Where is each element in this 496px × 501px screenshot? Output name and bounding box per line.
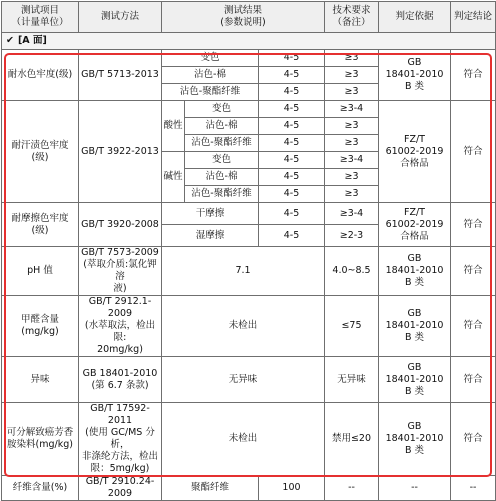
sub-name: 变色 [185, 152, 259, 169]
item-rub: 耐摩擦色牢度 (级) [2, 203, 79, 247]
table-row [2, 50, 496, 67]
conclusion-formaldehyde: 符合 [451, 296, 496, 357]
result-cell: 4-5 [259, 118, 325, 135]
basis-rub: FZ/T 61002-2019 合格品 [379, 203, 451, 247]
req-cell: ≥3 [325, 169, 379, 186]
result-ph: 7.1 [162, 247, 325, 296]
header-result: 测试结果 (参数说明) [162, 2, 325, 33]
item-sweat: 耐汗渍色牢度 (级) [2, 101, 79, 203]
header-row [2, 2, 496, 33]
method-odor: GB 18401-2010 (第 6.7 条款) [79, 357, 162, 403]
conclusion-amine: 符合 [451, 403, 496, 476]
basis-sweat: FZ/T 61002-2019 合格品 [379, 101, 451, 203]
req-odor: 无异味 [325, 357, 379, 403]
sub-name: 干摩擦 [162, 203, 259, 225]
table-row [2, 203, 496, 225]
sub-name: 沾色-棉 [162, 67, 259, 84]
acid-label: 酸性 [162, 101, 185, 152]
method-sweat: GB/T 3922-2013 [79, 101, 162, 203]
basis-fiber: -- [379, 476, 451, 501]
header-method: 测试方法 [79, 2, 162, 33]
alkali-label: 碱性 [162, 152, 185, 203]
result-cell: 4-5 [259, 225, 325, 247]
section-label [2, 33, 496, 50]
conclusion-water: 符合 [451, 50, 496, 101]
result-odor: 无异味 [162, 357, 325, 403]
header-item: 测试项目 （计量单位） [2, 2, 79, 33]
table-row [2, 403, 496, 476]
req-formaldehyde: ≤75 [325, 296, 379, 357]
result-cell: 4-5 [259, 50, 325, 67]
sub-name: 湿摩擦 [162, 225, 259, 247]
item-formaldehyde: 甲醛含量 (mg/kg) [2, 296, 79, 357]
req-fiber: -- [325, 476, 379, 501]
req-cell: ≥3 [325, 118, 379, 135]
req-cell: ≥3 [325, 84, 379, 101]
req-cell: ≥3-4 [325, 152, 379, 169]
req-cell: ≥3-4 [325, 101, 379, 118]
basis-ph: GB 18401-2010 B 类 [379, 247, 451, 296]
section-row [2, 33, 496, 50]
result-amine: 未检出 [162, 403, 325, 476]
basis-odor: GB 18401-2010 B 类 [379, 357, 451, 403]
result-cell: 4-5 [259, 152, 325, 169]
table-row [2, 476, 496, 501]
req-cell: ≥2-3 [325, 225, 379, 247]
conclusion-ph: 符合 [451, 247, 496, 296]
sub-name: 沾色-聚酯纤维 [185, 186, 259, 203]
req-cell: ≥3 [325, 67, 379, 84]
check-icon: ✔ [6, 35, 14, 46]
method-ph: GB/T 7573-2009 (萃取介质:氯化钾溶 液) [79, 247, 162, 296]
req-amine: 禁用≤20 [325, 403, 379, 476]
sub-name: 沾色-棉 [185, 169, 259, 186]
basis-formaldehyde: GB 18401-2010 B 类 [379, 296, 451, 357]
conclusion-rub: 符合 [451, 203, 496, 247]
item-fiber: 纤维含量(%) [2, 476, 79, 501]
result-cell: 4-5 [259, 169, 325, 186]
result-cell: 4-5 [259, 101, 325, 118]
table-row [2, 101, 496, 118]
table-row [2, 247, 496, 296]
item-odor: 异味 [2, 357, 79, 403]
method-fiber: GB/T 2910.24-2009 [79, 476, 162, 501]
header-basis: 判定依据 [379, 2, 451, 33]
header-conclusion: 判定结论 [451, 2, 496, 33]
method-formaldehyde: GB/T 2912.1-2009 (水萃取法，检出限: 20mg/kg) [79, 296, 162, 357]
sub-name: 沾色-棉 [185, 118, 259, 135]
item-amine: 可分解致癌芳香 胺染料(mg/kg) [2, 403, 79, 476]
req-ph: 4.0~8.5 [325, 247, 379, 296]
sub-name: 变色 [185, 101, 259, 118]
result-cell: 4-5 [259, 186, 325, 203]
header-requirement: 技术要求 （备注） [325, 2, 379, 33]
table-row [2, 357, 496, 403]
conclusion-odor: 符合 [451, 357, 496, 403]
item-water: 耐水色牢度(级) [2, 50, 79, 101]
result-cell: 4-5 [259, 203, 325, 225]
section-title: [A 面] [17, 35, 47, 46]
fiber-name: 聚酯纤维 [162, 476, 259, 501]
result-cell: 4-5 [259, 84, 325, 101]
test-report-table [1, 1, 496, 501]
method-rub: GB/T 3920-2008 [79, 203, 162, 247]
req-cell: ≥3 [325, 135, 379, 152]
method-amine: GB/T 17592-2011 (使用 GC/MS 分析， 非涤纶方法，检出 限：5mg/kg) [79, 403, 162, 476]
basis-amine: GB 18401-2010 B 类 [379, 403, 451, 476]
result-fiber: 100 [259, 476, 325, 501]
sub-name: 变色 [162, 50, 259, 67]
sub-name: 沾色-聚酯纤维 [162, 84, 259, 101]
basis-water: GB 18401-2010 B 类 [379, 50, 451, 101]
result-cell: 4-5 [259, 67, 325, 84]
conclusion-sweat: 符合 [451, 101, 496, 203]
sub-name: 沾色-聚酯纤维 [185, 135, 259, 152]
item-ph: pH 值 [2, 247, 79, 296]
method-water: GB/T 5713-2013 [79, 50, 162, 101]
table-row [2, 296, 496, 357]
req-cell: ≥3 [325, 186, 379, 203]
req-cell: ≥3 [325, 50, 379, 67]
result-formaldehyde: 未检出 [162, 296, 325, 357]
req-cell: ≥3-4 [325, 203, 379, 225]
conclusion-fiber: -- [451, 476, 496, 501]
result-cell: 4-5 [259, 135, 325, 152]
